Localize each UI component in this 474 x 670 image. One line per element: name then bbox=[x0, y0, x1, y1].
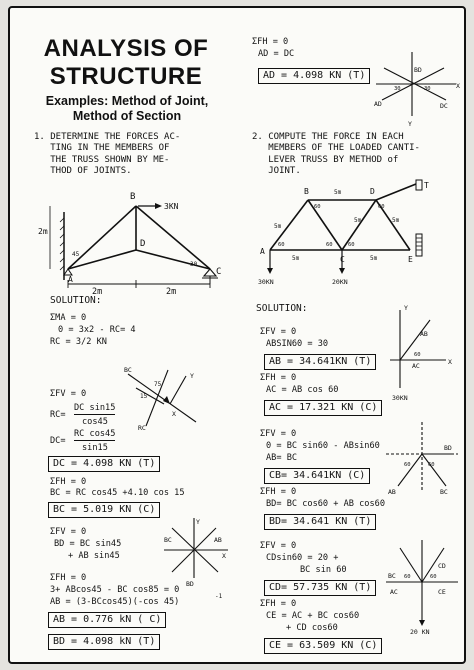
fbd-c-bc-label: BC bbox=[124, 366, 132, 374]
angle30-label: 30 bbox=[190, 261, 198, 268]
p2-result-bd: BD= 34.641 KN (T) bbox=[264, 514, 376, 530]
fbd-c-angle75: 75 bbox=[154, 381, 162, 388]
joint-c-label: C bbox=[216, 267, 222, 277]
t2-joint-e: E bbox=[408, 255, 413, 264]
subtitle-line1: Examples: Method of Joint, bbox=[45, 94, 209, 108]
load-label: 3KN bbox=[164, 202, 179, 211]
load20-arrow-icon bbox=[339, 268, 345, 274]
t2-joint-c: C bbox=[340, 255, 345, 264]
p1-eq5b: DC sin15 bbox=[74, 403, 116, 413]
title-line1: ANALYSIS OF bbox=[43, 35, 209, 62]
truss2-diagram bbox=[248, 178, 464, 288]
p1-eq12: ΣFH = 0 bbox=[50, 573, 87, 583]
p1-eq14: AB = (3-BCcos45)(-cos 45) bbox=[50, 597, 180, 607]
p1-eq6b: RC cos45 bbox=[74, 429, 116, 439]
t2-5m-ce: 5m bbox=[370, 255, 378, 262]
p1-eq10: BD = BC sin45 bbox=[54, 539, 122, 549]
t2-joint-d: D bbox=[370, 187, 375, 196]
span2-label: 2m bbox=[166, 287, 177, 297]
problem2-statement: 2. COMPUTE THE FORCE IN EACH MEMBERS OF THE LOADED CANTI- LEVER TRUSS BY METHOD of JOINT. bbox=[252, 132, 420, 176]
t2-cable bbox=[376, 184, 416, 200]
p1-eq9: ΣFV = 0 bbox=[50, 527, 87, 537]
p1-eq1: ΣMA = 0 bbox=[50, 313, 87, 323]
p2-s12: BD= BC cos60 + AB cos60 bbox=[266, 499, 385, 509]
fbd-b2-ab-label: AB bbox=[388, 488, 396, 496]
height-label: 2m bbox=[38, 227, 48, 236]
t2-5m-ab: 5m bbox=[274, 223, 282, 230]
p2-s2: ABSIN60 = 30 bbox=[266, 339, 329, 349]
t2-angle60e: 60 bbox=[378, 204, 385, 210]
notes-sheet bbox=[8, 6, 466, 664]
truss1-diagram bbox=[20, 184, 240, 297]
fbd-d-bd-label: BD bbox=[414, 66, 422, 74]
p1-eq5a: RC= bbox=[50, 410, 66, 420]
t2-angle60c: 60 bbox=[326, 242, 333, 248]
fbd-b2-bc-label: BC bbox=[440, 488, 448, 496]
p1-eq4: ΣFV = 0 bbox=[50, 389, 87, 399]
fbd-d-angle30a: 30 bbox=[394, 86, 401, 92]
fbd-b2-bd-label: BD bbox=[444, 444, 452, 452]
p1-eq5c: cos45 bbox=[82, 417, 108, 427]
p1-eq6a: DC= bbox=[50, 436, 66, 446]
fbd-c2-cd-label: CD bbox=[438, 562, 446, 570]
t2-joint-t: T bbox=[424, 181, 429, 190]
p2-s20: + CD cos60 bbox=[286, 623, 338, 633]
load-arrow-icon bbox=[155, 203, 162, 209]
fbd-b2-angle60b: 60 bbox=[428, 462, 435, 468]
t2-joint-a: A bbox=[260, 247, 265, 256]
problem1-statement: 1. DETERMINE THE FORCES AC- TING IN THE MEMBERS OF THE TRUSS SHOWN BY ME- THOD OF JOINTS. bbox=[34, 132, 181, 176]
p2-result-ac: AC = 17.321 KN (C) bbox=[264, 400, 382, 416]
subtitle-line2: Method of Section bbox=[72, 109, 182, 123]
p2-s5: AC = AB cos 60 bbox=[266, 385, 339, 395]
span1-label: 2m bbox=[92, 287, 103, 297]
p2-s4: ΣFH = 0 bbox=[260, 373, 297, 383]
fbd-c2-angle60b: 60 bbox=[430, 574, 437, 580]
p2-s16: BC sin 60 bbox=[300, 565, 347, 575]
fbd-c2-load-arrow-icon bbox=[419, 620, 425, 626]
t2-joint-b: B bbox=[304, 187, 309, 196]
p1-eq11: + AB sin45 bbox=[68, 551, 120, 561]
fbd-c2-angle60a: 60 bbox=[404, 574, 411, 580]
t2-5m-cd: 5m bbox=[354, 217, 362, 224]
fbd-d-ad-label: AD bbox=[374, 100, 382, 108]
fbd-b2-angle60a: 60 bbox=[404, 462, 411, 468]
joint-d-label: D bbox=[140, 239, 146, 249]
p1-eq2: 0 = 3x2 - RC= 4 bbox=[58, 325, 136, 335]
load30-arrow-icon bbox=[267, 268, 273, 274]
p1-result-bd: BD = 4.098 kN (T) bbox=[48, 634, 160, 650]
p1-result-dc: DC = 4.098 KN (T) bbox=[48, 456, 160, 472]
p1-eq6c: sin15 bbox=[82, 443, 108, 453]
fbd-b-x-label: X bbox=[222, 552, 226, 560]
p2-result-cb: CB= 34.641KN (C) bbox=[264, 468, 370, 484]
p2-top2: AD = DC bbox=[258, 49, 295, 59]
p2-s11: ΣFH = 0 bbox=[260, 487, 297, 497]
fbd-a-load-label: 30KN bbox=[392, 394, 408, 402]
fbd-b-bc-label: BC bbox=[164, 536, 172, 544]
p2-top1: ΣFH = 0 bbox=[252, 37, 289, 47]
p2-s18: ΣFH = 0 bbox=[260, 599, 297, 609]
p2-s19: CE = AC + BC cos60 bbox=[266, 611, 360, 621]
fbd-c-x-label: X bbox=[172, 410, 176, 418]
fbd-c-angle15: 15 bbox=[140, 393, 148, 400]
t2-angle60d: 60 bbox=[348, 242, 355, 248]
joint-b-label: B bbox=[130, 192, 136, 202]
t2-angle60a: 60 bbox=[278, 242, 285, 248]
fbd-d-y-label: Y bbox=[408, 120, 412, 128]
fbd-b-bd-label: BD bbox=[186, 580, 194, 588]
p1-solution-label: SOLUTION: bbox=[50, 295, 102, 306]
p2-result-cd: CD= 57.735 KN (T) bbox=[264, 580, 376, 596]
p2-s1: ΣFV = 0 bbox=[260, 327, 297, 337]
fbd-joint-c2 bbox=[384, 538, 460, 634]
fbd-a-x-label: X bbox=[448, 358, 452, 366]
fbd-joint-c bbox=[118, 366, 208, 432]
t2-angle60b: 60 bbox=[314, 204, 321, 210]
p1-eq3: RC = 3/2 KN bbox=[50, 337, 107, 347]
p2-s14: ΣFV = 0 bbox=[260, 541, 297, 551]
fbd-joint-b2 bbox=[384, 420, 460, 496]
p1-eq13: 3+ ABcos45 - BC cos85 = 0 bbox=[50, 585, 180, 595]
angle45-label: 45 bbox=[72, 251, 80, 258]
p2-s7: ΣFV = 0 bbox=[260, 429, 297, 439]
p2-result-ce: CE = 63.509 KN (C) bbox=[264, 638, 382, 654]
fbd-joint-d-top bbox=[372, 50, 462, 126]
fbd-c-y-label: Y bbox=[190, 372, 194, 380]
fbd-c-rc-label: RC bbox=[138, 424, 146, 432]
p2-s8: 0 = BC sin60 - ABsin60 bbox=[266, 441, 380, 451]
p2-top-result-ad: AD = 4.098 KN (T) bbox=[258, 68, 370, 84]
fbd-joint-b bbox=[160, 516, 232, 586]
p2-solution-label: SOLUTION: bbox=[256, 303, 308, 314]
p2-result-ab: AB = 34.641KN (T) bbox=[264, 354, 376, 370]
fbd-a-ac-label: AC bbox=[412, 362, 420, 370]
p1-eq14-sup: -1 bbox=[215, 593, 223, 600]
t2-5m-ac: 5m bbox=[292, 255, 300, 262]
fbd-b-y-label: Y bbox=[196, 518, 200, 526]
p1-result-ab: AB = 0.776 kN ( C) bbox=[48, 612, 166, 628]
fbd-a-angle60: 60 bbox=[414, 352, 421, 358]
p2-s9: AB= BC bbox=[266, 453, 298, 463]
p1-eq7: ΣFH = 0 bbox=[50, 477, 87, 487]
joint-a-label: A bbox=[68, 275, 73, 284]
fbd-c2-ce-label: CE bbox=[438, 588, 446, 596]
p1-eq8: BC = RC cos45 +4.10 cos 15 bbox=[50, 488, 185, 498]
fbd-joint-a bbox=[390, 302, 460, 402]
t2-5m-bd: 5m bbox=[334, 189, 342, 196]
fbd-d-dc-label: DC bbox=[440, 102, 448, 110]
fbd-d-angle30b: 30 bbox=[424, 86, 431, 92]
title-line2: STRUCTURE bbox=[49, 63, 203, 90]
fbd-a-y-label: Y bbox=[404, 304, 408, 312]
p2-s15: CDsin60 = 20 + bbox=[266, 553, 339, 563]
t2-load30-label: 30KN bbox=[258, 278, 274, 286]
roller-support-icon bbox=[204, 269, 216, 276]
fbd-d-x-label: X bbox=[456, 82, 460, 90]
fbd-b-ab-label: AB bbox=[214, 536, 222, 544]
t2-5m-de: 5m bbox=[392, 217, 400, 224]
fbd-c2-bc-label: BC bbox=[388, 572, 396, 580]
fbd-c2-ac-label: AC bbox=[390, 588, 398, 596]
p1-result-bc: BC = 5.019 KN (C) bbox=[48, 502, 160, 518]
fbd-c2-load-label: 20 KN bbox=[410, 628, 430, 636]
t2-load20-label: 20KN bbox=[332, 278, 348, 286]
fbd-a-ab-label: AB bbox=[420, 330, 428, 338]
